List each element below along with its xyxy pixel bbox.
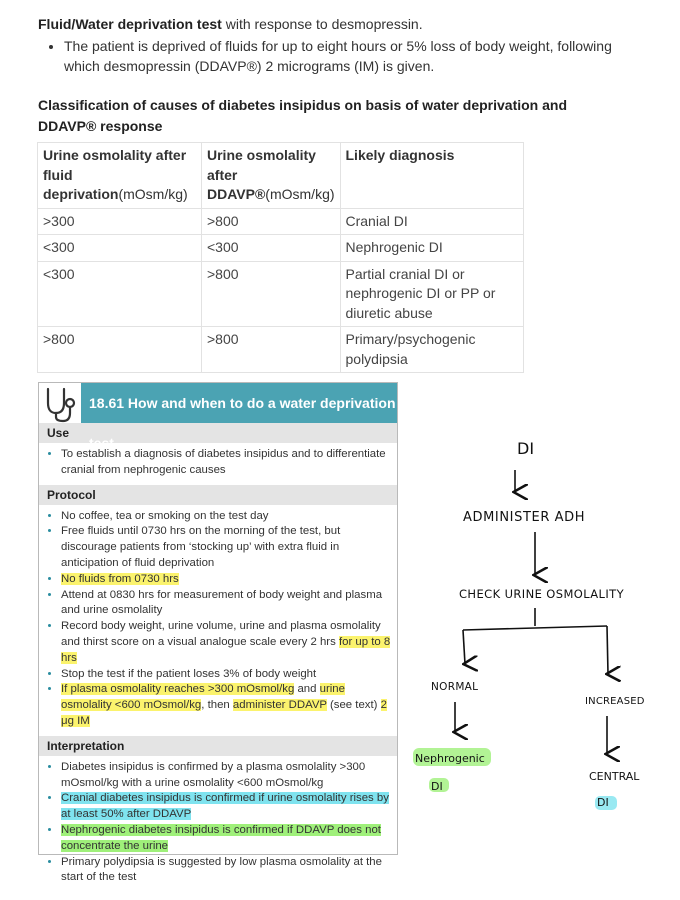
result-central-di: DI [597,796,609,809]
list-item: • Attend at 0830 hrs for measurement of body weight and plasma and urine osmolality [61,588,391,620]
result-nephrogenic: Nephrogenic [415,752,485,765]
protocol-list [39,505,397,736]
classification-table [37,142,524,373]
list-item [61,791,391,823]
table-cell: Cranial DI [340,208,523,235]
table-row [38,208,524,235]
intro-title-suffix: with response to desmopressin. [221,16,423,32]
list-item: • To establish a diagnosis of diabetes insipidus and to differentiate cranial from nephrogenic causes [61,447,391,479]
table-cell: Nephrogenic DI [340,235,523,262]
intro-title: Fluid/Water deprivation test [38,16,222,32]
highlight: 2 μg IM [61,699,387,727]
list-item: • Stop the test if the patient loses 3% of body weight [61,667,391,683]
list-item: • Record body weight, urine volume, urine and plasma osmolality and thirst score on a visual analogue scale every 2 hrs for up to 8 hrs [61,619,391,666]
list-item [61,572,391,588]
classification-heading: Classification of causes of diabetes insipidus on basis of water deprivation and DDAVP® response [38,97,568,134]
table-cell: >800 [202,208,341,235]
list-item: • If plasma osmolality reaches >300 mOsmol/kg and urine osmolality <600 mOsmol/kg, then administer DDAVP (see text) 2 μg IM [61,682,391,729]
box-title: 18.61 How and when to do a water deprivation test [81,383,397,423]
table-cell: >800 [202,327,341,373]
highlight: urine osmolality <600 mOsmol/kg [61,683,345,712]
table-cell: <300 [38,235,202,262]
handwritten-flowchart [405,420,675,820]
list-item [61,823,391,855]
table-cell: Partial cranial DI or nephrogenic DI or PP or diuretic abuse [340,261,523,327]
table-cell: >800 [38,327,202,373]
branch-increased: INCREASED [585,696,645,707]
branch-line [463,626,607,630]
water-deprivation-box [38,382,398,884]
col-header-diagnosis: Likely diagnosis [340,143,523,209]
intro-heading [38,14,638,34]
node-di: DI [517,439,535,458]
table-row [38,235,524,262]
highlight: Nephrogenic diabetes insipidus is confirmed if DDAVP does not concentrate the urine [61,823,381,852]
table-cell: >300 [38,208,202,235]
node-check-urine-osmolality: CHECK URINE OSMOLALITY [459,587,625,601]
table-cell: >800 [202,261,341,327]
highlight: If plasma osmolality reaches >300 mOsmol/kg [61,683,295,696]
list-item: • Primary polydipsia is suggested by low plasma osmolality at the start of the test [61,855,391,887]
highlight: No fluids from 0730 hrs [61,572,179,585]
arrow [607,626,608,674]
highlight: for up to 8 hrs [61,635,391,664]
result-nephrogenic-di: DI [431,780,443,793]
branch-normal: NORMAL [431,681,479,693]
intro-section [38,14,638,76]
protocol-section-label: Protocol [39,485,397,505]
intro-list [38,36,638,76]
stethoscope-icon [39,383,82,423]
arrow [463,630,465,664]
node-administer-adh: ADMINISTER ADH [463,510,586,525]
interpretation-section-label: Interpretation [39,736,397,756]
result-central: CENTRAL [589,770,640,783]
intro-bullet: • The patient is deprived of fluids for up to eight hours or 5% loss of body weight, following which desmopressin (DDAVP®) 2 micrograms (IM) is given. [64,36,638,76]
col-header-fluid-deprivation: Urine osmolality after fluid deprivation(mOsm/kg) [38,143,202,209]
list-item: • Free fluids until 0730 hrs on the morning of the test, but discourage patients from ‘stocking up’ with extra fluid in anticipation of fluid deprivation [61,524,391,571]
table-row [38,261,524,327]
table-row [38,327,524,373]
col-header-after-ddavp: Urine osmolality after DDAVP®(mOsm/kg) [202,143,341,209]
table-cell: <300 [202,235,341,262]
table-cell: <300 [38,261,202,327]
use-section-label: Use [39,423,397,443]
highlight: administer DDAVP [232,699,327,712]
list-item: • Diabetes insipidus is confirmed by a plasma osmolality >300 mOsmol/kg with a urine osmolality <600 mOsmol/kg [61,760,391,792]
interpretation-list [39,756,397,892]
highlight: Cranial diabetes insipidus is confirmed if urine osmolality rises by at least 50% after DDAVP [61,792,389,821]
table-header-row [38,143,524,209]
list-item: • No coffee, tea or smoking on the test day [61,509,391,525]
table-cell: Primary/psychogenic polydipsia [340,327,523,373]
